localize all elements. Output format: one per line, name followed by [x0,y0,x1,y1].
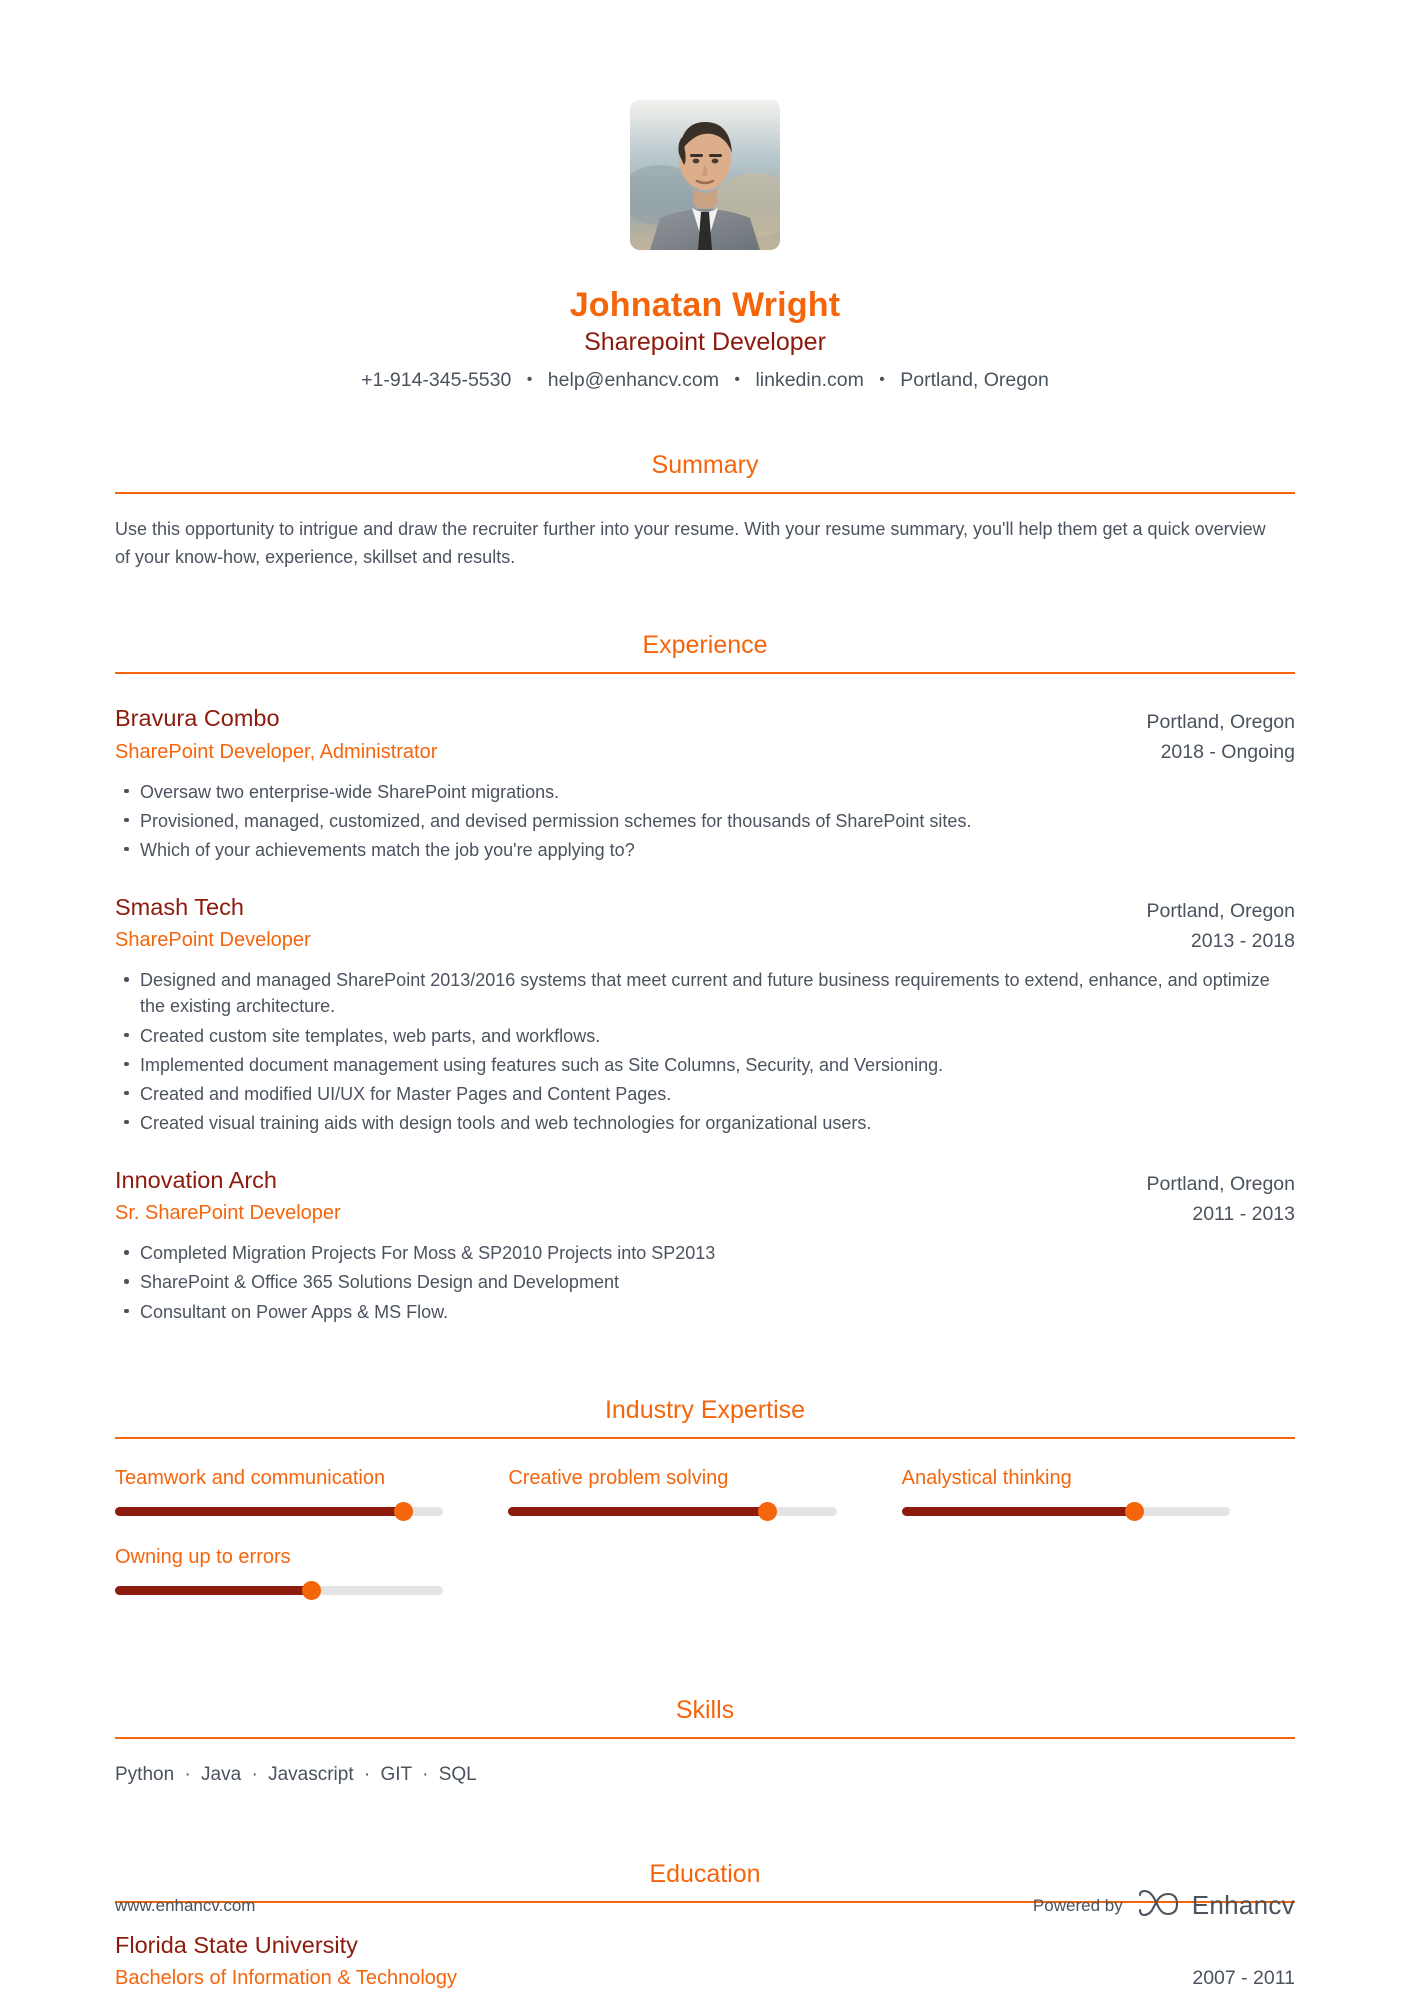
expertise-label: Teamwork and communication [115,1466,386,1489]
footer-website-url[interactable]: www.enhancv.com [115,1895,256,1915]
section-divider [115,492,1295,494]
job-dates: 2018 - Ongoing [1160,741,1295,764]
job-location: Portland, Oregon [1146,1172,1295,1195]
employer-name: Bravura Combo [115,705,280,732]
section-divider [115,1437,1295,1439]
contact-email[interactable]: help@enhancv.com [547,369,719,392]
expertise-slider[interactable] [902,1507,1230,1516]
experience-entry [115,704,1295,863]
slider-knob[interactable] [758,1502,777,1521]
expertise-item [902,1465,1295,1516]
contact-linkedin[interactable]: linkedin.com [755,369,864,392]
slider-fill [902,1507,1135,1516]
job-location: Portland, Oregon [1146,899,1295,922]
expertise-item [115,1465,508,1516]
section-title-summary: Summary [651,451,759,480]
job-title: Sharepoint Developer [584,328,826,357]
list-item: Created and modified UI/UX for Master Pages and Content Pages. [115,1081,1290,1107]
section-title-skills: Skills [675,1695,735,1724]
list-item: Implemented document management using features such as Site Columns, Security, and Versioning. [115,1052,1290,1078]
expertise-label: Creative problem solving [508,1466,729,1489]
slider-fill [115,1507,404,1516]
skill-item: Javascript [268,1763,354,1785]
list-item: SharePoint & Office 365 Solutions Design and Development [115,1269,1290,1295]
job-dates: 2013 - 2018 [1190,930,1295,953]
brand-logo [1137,1889,1295,1922]
expertise-slider[interactable] [508,1507,836,1516]
page-footer [115,1889,1295,1922]
contact-separator-2: • [734,371,741,389]
section-divider [115,672,1295,674]
list-item: Created visual training aids with design tools and web technologies for organizational users. [115,1110,1290,1136]
powered-by-label: Powered by [1032,1895,1123,1915]
slider-fill [508,1507,767,1516]
slider-knob[interactable] [302,1581,321,1600]
section-summary [115,450,1295,572]
job-role: SharePoint Developer, Administrator [115,740,438,763]
contact-line [115,367,1295,394]
contact-separator-1: • [526,371,533,389]
resume-header [115,0,1295,394]
slider-knob[interactable] [394,1502,413,1521]
job-location: Portland, Oregon [1146,711,1295,734]
education-dates: 2007 - 2011 [1192,1967,1295,1990]
slider-knob[interactable] [1125,1502,1144,1521]
list-item: Oversaw two enterprise-wide SharePoint migrations. [115,779,1290,805]
section-industry-expertise [115,1395,1295,1623]
list-item: Designed and managed SharePoint 2013/2016 systems that meet current and future business requirements to extend, enhance, and optimize the existing architecture. [115,967,1290,1019]
expertise-slider[interactable] [115,1586,443,1595]
section-title-experience: Experience [642,631,768,660]
expertise-slider[interactable] [115,1507,443,1516]
enhancv-mark-icon [1137,1889,1181,1922]
expertise-label: Analystical thinking [901,1466,1072,1489]
education-entry [115,1931,1295,1992]
school-name: Florida State University [115,1932,358,1959]
skill-separator: · [184,1763,191,1785]
summary-text: Use this opportunity to intrigue and draw the recruiter further into your resume. With your resume summary, you'll help them get a quick overview of your know-how, experience, skillset and results. [115,519,1266,568]
expertise-label: Owning up to errors [115,1545,291,1568]
employer-name: Smash Tech [115,893,244,920]
skill-item: SQL [438,1763,477,1785]
skill-separator: · [422,1763,429,1785]
skill-item: GIT [380,1763,412,1785]
contact-separator-3: • [879,371,885,389]
experience-bullets [115,1240,1295,1324]
job-role: Sr. SharePoint Developer [115,1202,341,1225]
job-dates: 2011 - 2013 [1192,1203,1295,1226]
job-role: SharePoint Developer [115,929,311,952]
list-item: Consultant on Power Apps & MS Flow. [115,1299,1290,1325]
section-education [115,1859,1295,1992]
avatar [630,100,780,250]
experience-entry [115,1166,1295,1325]
page-title: Johnatan Wright [569,286,841,324]
list-item: Provisioned, managed, customized, and devised permission schemes for thousands of SharePoint sites. [115,808,1290,834]
list-item: Which of your achievements match the job you're applying to? [115,837,1290,863]
section-title-industry-expertise: Industry Expertise [604,1395,806,1424]
section-divider [115,1737,1295,1739]
expertise-item [508,1465,901,1516]
experience-bullets [115,967,1295,1136]
section-skills [115,1695,1295,1790]
skill-separator: · [363,1763,371,1785]
list-item: Created custom site templates, web parts, and workflows. [115,1023,1290,1049]
experience-entry [115,893,1295,1136]
contact-phone: +1-914-345-5530 [361,369,512,392]
section-experience [115,630,1295,1324]
brand-name: Enhancv [1191,1890,1295,1920]
employer-name: Innovation Arch [115,1166,277,1193]
skill-item: Python [115,1763,175,1785]
skill-item: Java [201,1763,242,1785]
skills-list [115,1761,1295,1790]
slider-fill [115,1586,312,1595]
experience-bullets [115,779,1295,863]
expertise-grid [115,1465,1295,1623]
skill-separator: · [251,1763,258,1785]
list-item: Completed Migration Projects For Moss & SP2010 Projects into SP2013 [115,1240,1290,1266]
contact-location: Portland, Oregon [900,369,1049,392]
expertise-item [115,1544,508,1595]
degree-name: Bachelors of Information & Technology [115,1967,458,1990]
section-title-education: Education [649,1860,761,1889]
